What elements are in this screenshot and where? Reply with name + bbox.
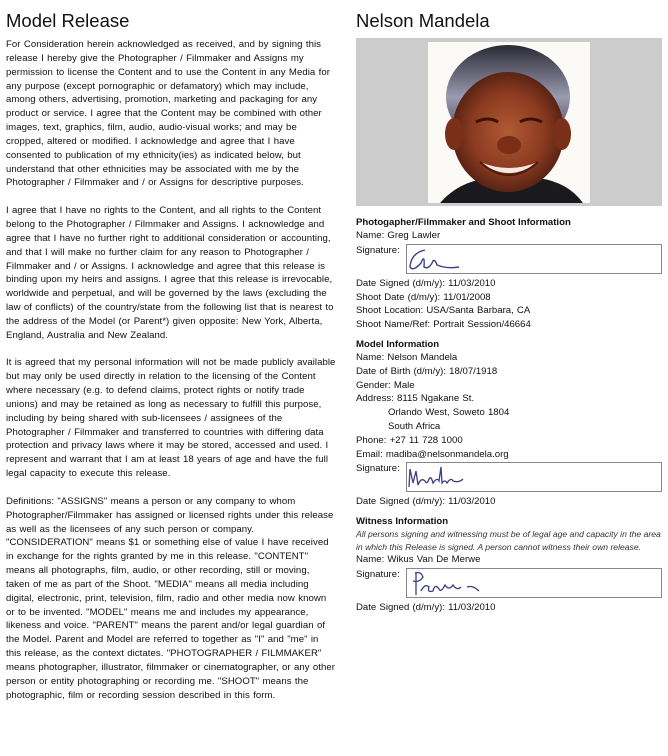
witness-section-title: Witness Information [356, 516, 449, 528]
release-paragraph-consideration: For Consideration herein acknowledged as received, and by signing this release I hereby give the Photographer / Filmmaker and Assigns my permission to license the Content and to use the Content in any Media for any purpose (except pornographic or defamatory) which may include, among others, advertising, promotion, marketing and packaging for any product or service. I agree that the Content may be combined with other images, text, graphics, film, audio, audio-visual works; and may be cropped, altered or modified. I acknowledge and agree that I have consented to publication of my ethnicity(ies) as indicated below, but understand that other ethnicities may be associated with me by the Photographer / Filmmaker and / or Assigns for descriptive purposes. [6, 39, 330, 189]
photographer-name: Name: Greg Lawler [356, 230, 441, 241]
details-column [356, 10, 662, 615]
witness-signature-image [407, 569, 661, 597]
signature-label: Signature: [356, 463, 400, 475]
shoot-name: Shoot Name/Ref: Portrait Session/46664 [356, 319, 531, 331]
photographer-signature-row [356, 244, 662, 274]
witness-signature-row [356, 568, 662, 598]
signature-label: Signature: [356, 244, 400, 256]
witness-name: Name: Wikus Van De Merwe [356, 554, 481, 566]
model-name-heading: Nelson Mandela [356, 10, 490, 31]
model-section-title: Model Information [356, 338, 440, 350]
model-section [356, 338, 662, 509]
signature-label: Signature: [356, 568, 400, 580]
model-address-line2: Orlando West, Soweto 1804 [388, 407, 510, 419]
model-address-line3: South Africa [388, 420, 441, 432]
shoot-location: Shoot Location: USA/Santa Barbara, CA [356, 305, 531, 317]
portrait-illustration [428, 42, 590, 203]
photographer-section-title: Photogapher/Filmmaker and Shoot Information [356, 217, 571, 228]
model-name: Name: Nelson Mandela [356, 351, 458, 363]
model-date-signed: Date Signed (d/m/y): 11/03/2010 [356, 496, 496, 508]
model-signature-box [406, 462, 662, 492]
release-text-column [6, 10, 336, 716]
witness-note: All persons signing and witnessing must be of legal age and capacity in the area in which this Release is signed. A person cannot witness their own release. [356, 529, 661, 552]
witness-signature-box [406, 568, 662, 598]
photographer-signature-image [407, 245, 661, 273]
model-email: Email: madiba@nelsonmandela.org [356, 448, 509, 460]
release-paragraph-rights: I agree that I have no rights to the Content, and all rights to the Content belong to the Photographer / Filmmaker and Assigns. I acknowledge and agree that I have no further right to additional consideration or accounting, and that I will make no further claim for any reason to Photographer / Filmmaker and / or Assigns. I acknowledge and agree that this release is binding upon my heirs and assigns. I agree that this release is irrevocable, worldwide and perpetual, and will be governed by the laws (excluding the law of conflicts) of the country/state from the following list that is nearest to the address of the Model (or Parent*) given opposite: New York, Alberta, England, Australia and New Zealand. [6, 205, 334, 341]
photo-panel [356, 38, 662, 206]
witness-section [356, 515, 662, 615]
release-paragraph-privacy: It is agreed that my personal information will not be made publicly available but may only be used directly in relation to the licensing of the Content where necessary (e.g. to defend claims, protect rights or notify trade unions) and may be retained as long as necessary to fulfill this purpose, including by being shared with sub-licensees / assignees of the Photographer / Filmmaker and transferred to countries with differing data protection and privacy laws where it may be stored, accessed and used. I represent and warrant that I am at least 18 years of age and have the full legal capacity to execute this release. [6, 357, 336, 480]
photographer-section [356, 216, 662, 332]
photographer-date-signed: Date Signed (d/m/y): 11/03/2010 [356, 277, 496, 289]
photographer-signature-box [406, 244, 662, 274]
model-gender: Gender: Male [356, 379, 415, 391]
model-phone: Phone: +27 11 728 1000 [356, 434, 463, 446]
model-signature-image [407, 463, 661, 491]
page-title: Model Release [6, 10, 130, 31]
model-dob: Date of Birth (d/m/y): 18/07/1918 [356, 365, 498, 377]
model-address-line1: Address: 8115 Ngakane St. [356, 393, 475, 405]
witness-date-signed: Date Signed (d/m/y): 11/03/2010 [356, 601, 496, 613]
release-paragraph-definitions: Definitions: "ASSIGNS" means a person or any company to whom Photographer/Filmmaker has assigned or licensed rights under this release as well as the licensees of any such person or company. "CONSIDERATION" means $1 or something else of value I have received in exchange for the rights granted by me in this release. "CONTENT" means all photographs, film, audio, or other recording, still or moving, taken of me as part of the Shoot. "MEDIA" means all media including digital, electronic, print, television, film, radio and other media now known or to be invented. "MODEL" means me and includes my appearance, likeness and voice. "PARENT" means the parent and/or legal guardian of the Model. Parent and Model are referred to together as "I" and "me" in this release, as the context dictates. "PHOTOGRAPHER / FILMMAKER" means photographer, illustrator, filmmaker or cinematographer, or any other person or entity photographing or recording me. "SHOOT" means the photographic, film or recording session described in this form. [6, 495, 336, 701]
portrait-photo [428, 42, 590, 203]
model-signature-row [356, 462, 662, 492]
shoot-date: Shoot Date (d/m/y): 11/01/2008 [356, 291, 491, 303]
